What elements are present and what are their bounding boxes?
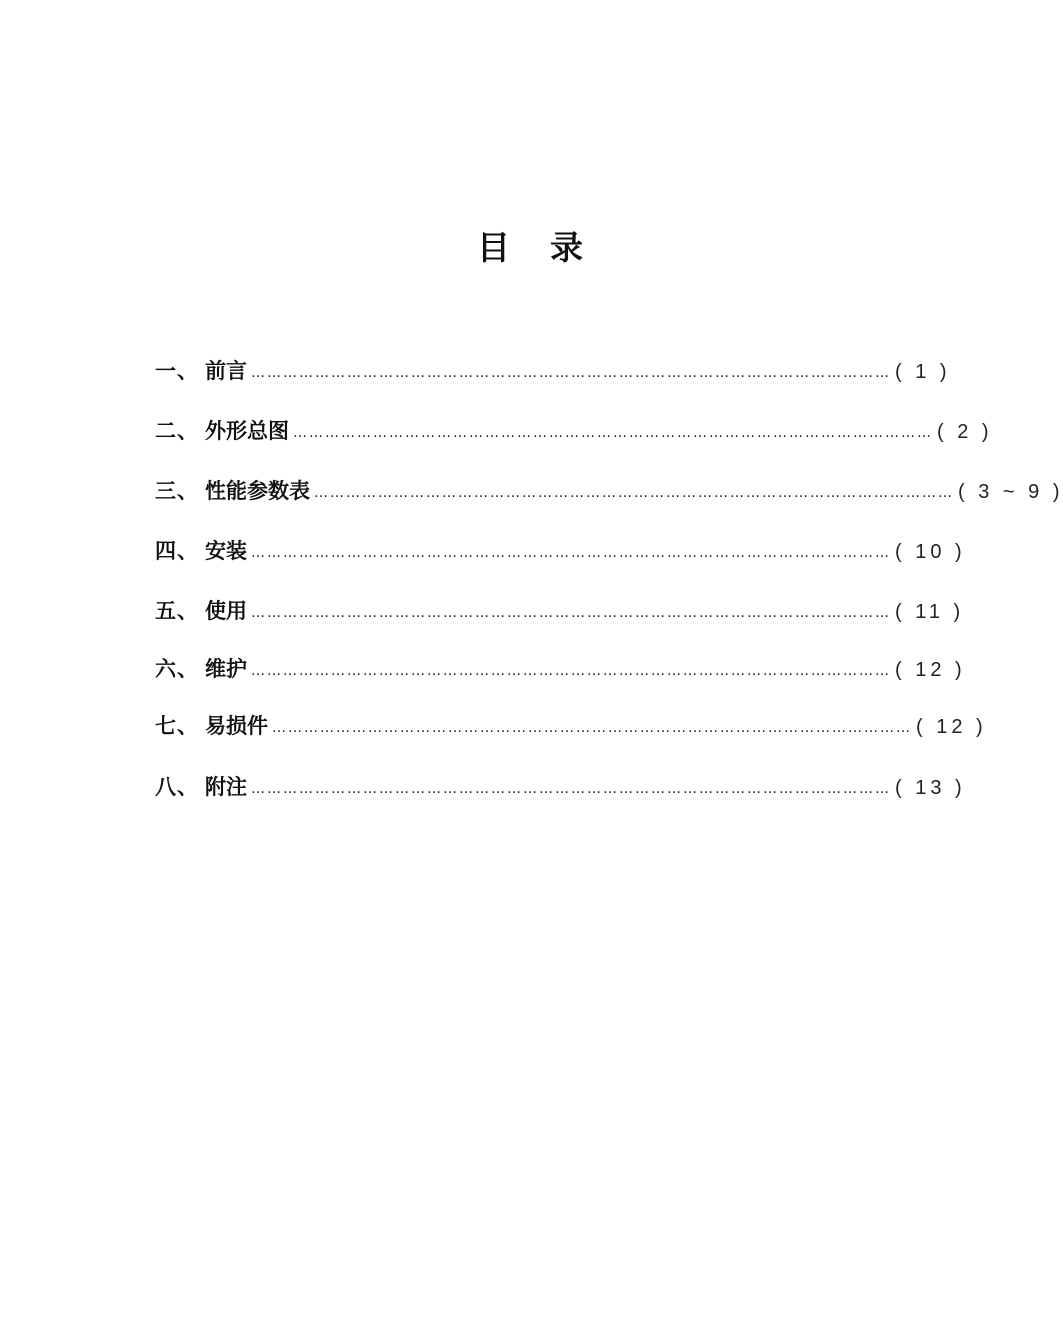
toc-entry-label: 外形总图 [205,419,289,443]
toc-entry-number: 三 [155,479,177,503]
toc-entry-label: 易损件 [205,714,268,738]
toc-entry-performance-table[interactable] [155,478,1063,504]
toc-entry-number: 五 [155,599,177,623]
toc-entry-page: ( 13 ) [895,777,966,799]
toc-entry-label: 前言 [205,359,247,383]
dot-leader: ………………………………………………………………………………………………………… [314,485,954,501]
toc-entry-page: ( 10 ) [895,541,966,563]
dot-leader: ………………………………………………………………………………………………………… [251,663,891,679]
page-title [0,222,950,269]
toc-entry-label: 使用 [205,599,247,623]
toc-entry-label: 安装 [205,539,247,563]
toc-entry-page: ( 11 ) [895,601,965,623]
dot-leader: ………………………………………………………………………………………………………… [272,720,912,736]
toc-entry-installation[interactable] [155,538,966,564]
toc-entry-separator: 、 [177,714,199,738]
toc-entry-page: ( 12 ) [916,716,987,738]
toc-entry-page: ( 3 ~ 9 ) [958,481,1063,503]
toc-entry-maintenance[interactable] [155,656,966,682]
toc-entry-number: 八 [155,775,177,799]
dot-leader: ………………………………………………………………………………………………………… [251,545,891,561]
dot-leader: ………………………………………………………………………………………………………… [251,781,891,797]
toc-entry-separator: 、 [177,775,199,799]
toc-entry-label: 维护 [205,657,247,681]
dot-leader: ………………………………………………………………………………………………………… [251,605,891,621]
toc-entry-label: 附注 [205,775,247,799]
toc-entry-separator: 、 [177,479,199,503]
toc-entry-page: ( 1 ) [895,361,951,383]
toc-entry-label: 性能参数表 [205,479,310,503]
toc-entry-page: ( 12 ) [895,659,966,681]
toc-entry-number: 七 [155,714,177,738]
toc-entry-separator: 、 [177,419,199,443]
title-char-1: 目 [477,228,510,267]
toc-entry-notes[interactable] [155,774,966,800]
toc-entry-separator: 、 [177,539,199,563]
title-char-2: 录 [550,228,583,267]
toc-entry-preface[interactable] [155,358,951,384]
toc-entry-number: 一 [155,359,177,383]
toc-entry-separator: 、 [177,657,199,681]
toc-entry-number: 四 [155,539,177,563]
dot-leader: ………………………………………………………………………………………………………… [293,425,933,441]
toc-entry-separator: 、 [177,359,199,383]
dot-leader: ………………………………………………………………………………………………………… [251,365,891,381]
toc-entry-outline-drawing[interactable] [155,418,993,444]
toc-entry-wear-parts[interactable] [155,713,987,739]
toc-entry-number: 六 [155,657,177,681]
toc-entry-number: 二 [155,419,177,443]
toc-entry-separator: 、 [177,599,199,623]
toc-entry-page: ( 2 ) [937,421,993,443]
toc-entry-usage[interactable] [155,598,965,624]
